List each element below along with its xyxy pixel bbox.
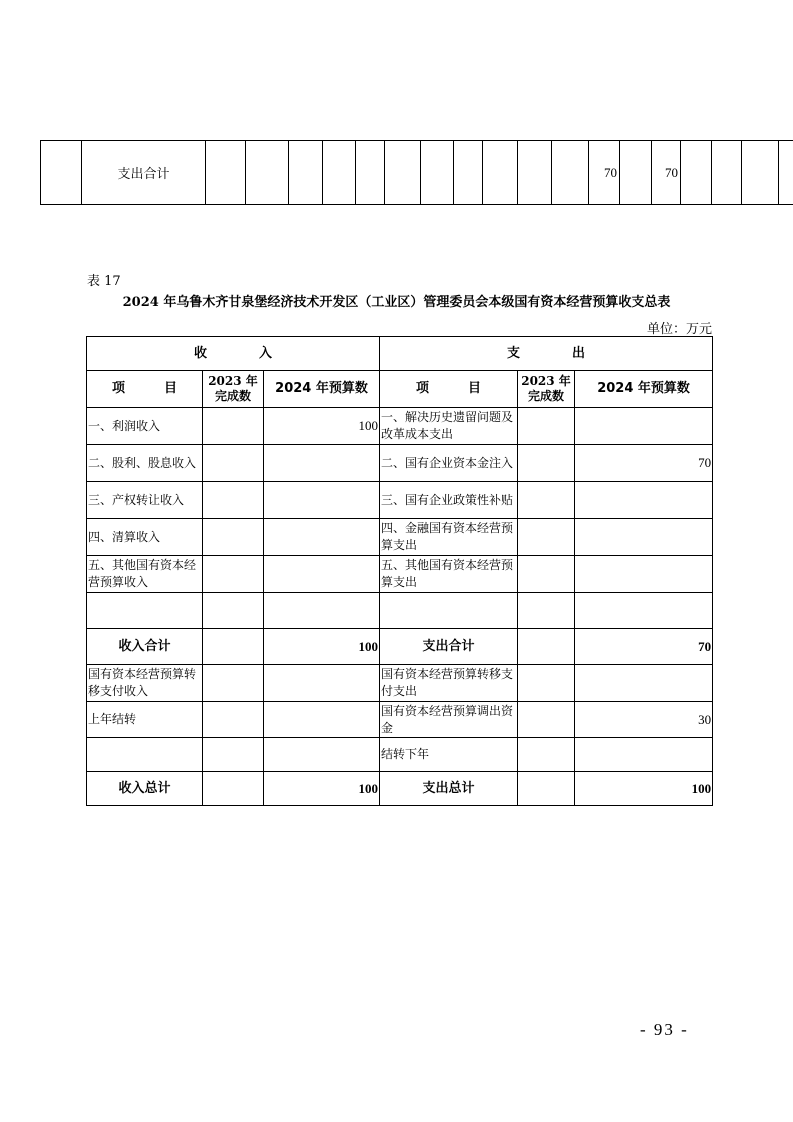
subtotal-row xyxy=(87,629,713,665)
income-2023-header: 2023 年完成数 xyxy=(203,371,264,408)
expense-2023 xyxy=(518,519,575,556)
income-2023 xyxy=(203,519,264,556)
empty-cell xyxy=(356,141,385,205)
expense-total-label: 支出总计 xyxy=(380,772,518,806)
empty-cell xyxy=(454,141,483,205)
income-item-header: 项 目 xyxy=(87,371,203,408)
empty-cell xyxy=(518,629,575,665)
income-subtotal-value: 100 xyxy=(264,629,380,665)
income-item: 国有资本经营预算转移支付收入 xyxy=(87,665,203,702)
expense-item: 结转下年 xyxy=(380,738,518,772)
table-row xyxy=(87,519,713,556)
empty-cell xyxy=(203,629,264,665)
expense-2023 xyxy=(518,482,575,519)
empty-cell xyxy=(41,141,82,205)
expense-2024: 70 xyxy=(575,445,713,482)
table-title: 2024 年乌鲁木齐甘泉堡经济技术开发区（工业区）管理委员会本级国有资本经营预算收支总表 xyxy=(122,295,671,310)
table-row xyxy=(87,482,713,519)
empty-cell xyxy=(518,141,552,205)
income-2024 xyxy=(264,445,380,482)
income-2024 xyxy=(264,519,380,556)
empty-cell xyxy=(289,141,323,205)
expense-2023 xyxy=(518,702,575,738)
income-2024 xyxy=(264,738,380,772)
unit-label: 单位：万元 xyxy=(646,322,712,337)
income-item: 上年结转 xyxy=(87,702,203,738)
income-2023 xyxy=(203,738,264,772)
table-number: 表 17 xyxy=(87,274,121,289)
empty-cell xyxy=(421,141,454,205)
expense-total-label: 支出合计 xyxy=(82,141,206,205)
expense-2024 xyxy=(575,738,713,772)
expense-2024-header: 2024 年预算数 xyxy=(575,371,713,408)
income-item: 一、利润收入 xyxy=(87,408,203,445)
empty-cell xyxy=(246,141,289,205)
expense-item: 三、国有企业政策性补贴 xyxy=(380,482,518,519)
expense-2023 xyxy=(518,738,575,772)
income-item: 四、清算收入 xyxy=(87,519,203,556)
income-item xyxy=(87,738,203,772)
expense-subtotal-value: 70 xyxy=(575,629,713,665)
expense-item: 四、金融国有资本经营预算支出 xyxy=(380,519,518,556)
income-2023 xyxy=(203,593,264,629)
income-2023 xyxy=(203,445,264,482)
table-row xyxy=(87,702,713,738)
budget-summary-table xyxy=(86,336,713,806)
table-row xyxy=(87,593,713,629)
income-2024 xyxy=(264,593,380,629)
expense-2024: 30 xyxy=(575,702,713,738)
page-number: - 93 - xyxy=(640,1020,689,1039)
expense-2023 xyxy=(518,408,575,445)
empty-cell xyxy=(206,141,246,205)
income-item xyxy=(87,593,203,629)
expense-2023 xyxy=(518,593,575,629)
income-2024 xyxy=(264,702,380,738)
expense-item: 二、国有企业资本金注入 xyxy=(380,445,518,482)
expense-header: 支 出 xyxy=(380,337,713,371)
empty-cell xyxy=(681,141,712,205)
empty-cell xyxy=(518,772,575,806)
income-item: 五、其他国有资本经营预算收入 xyxy=(87,556,203,593)
expense-item: 国有资本经营预算调出资金 xyxy=(380,702,518,738)
expense-2024 xyxy=(575,408,713,445)
empty-cell xyxy=(323,141,356,205)
table-row xyxy=(87,738,713,772)
income-2023 xyxy=(203,665,264,702)
expense-2024 xyxy=(575,665,713,702)
expense-item-header: 项 目 xyxy=(380,371,518,408)
expense-item: 五、其他国有资本经营预算支出 xyxy=(380,556,518,593)
table-row xyxy=(87,445,713,482)
expense-2023-header: 2023 年完成数 xyxy=(518,371,575,408)
expense-2024 xyxy=(575,519,713,556)
income-subtotal-label: 收入合计 xyxy=(87,629,203,665)
income-2023 xyxy=(203,556,264,593)
expense-2023 xyxy=(518,665,575,702)
table-row xyxy=(87,408,713,445)
expense-2023 xyxy=(518,445,575,482)
expense-item xyxy=(380,593,518,629)
value-cell: 70 xyxy=(589,141,620,205)
expense-subtotal-label: 支出合计 xyxy=(380,629,518,665)
expense-2024 xyxy=(575,556,713,593)
expense-item: 一、解决历史遗留问题及改革成本支出 xyxy=(380,408,518,445)
income-2023 xyxy=(203,482,264,519)
income-2023 xyxy=(203,702,264,738)
income-item: 二、股利、股息收入 xyxy=(87,445,203,482)
empty-cell xyxy=(620,141,652,205)
expense-total-value: 100 xyxy=(575,772,713,806)
income-2024 xyxy=(264,665,380,702)
value-cell: 70 xyxy=(652,141,681,205)
income-total-label: 收入总计 xyxy=(87,772,203,806)
income-2024-header: 2024 年预算数 xyxy=(264,371,380,408)
total-row xyxy=(87,772,713,806)
income-2023 xyxy=(203,408,264,445)
empty-cell xyxy=(552,141,589,205)
empty-cell xyxy=(742,141,779,205)
table-row xyxy=(87,556,713,593)
expense-item: 国有资本经营预算转移支付支出 xyxy=(380,665,518,702)
empty-cell xyxy=(203,772,264,806)
income-total-value: 100 xyxy=(264,772,380,806)
income-item: 三、产权转让收入 xyxy=(87,482,203,519)
income-2024 xyxy=(264,556,380,593)
empty-cell xyxy=(779,141,793,205)
previous-table-fragment xyxy=(40,140,793,205)
empty-cell xyxy=(712,141,742,205)
income-2024: 100 xyxy=(264,408,380,445)
expense-2024 xyxy=(575,593,713,629)
income-2024 xyxy=(264,482,380,519)
table-row xyxy=(87,665,713,702)
expense-2024 xyxy=(575,482,713,519)
empty-cell xyxy=(385,141,421,205)
empty-cell xyxy=(483,141,518,205)
expense-2023 xyxy=(518,556,575,593)
income-header: 收 入 xyxy=(87,337,380,371)
